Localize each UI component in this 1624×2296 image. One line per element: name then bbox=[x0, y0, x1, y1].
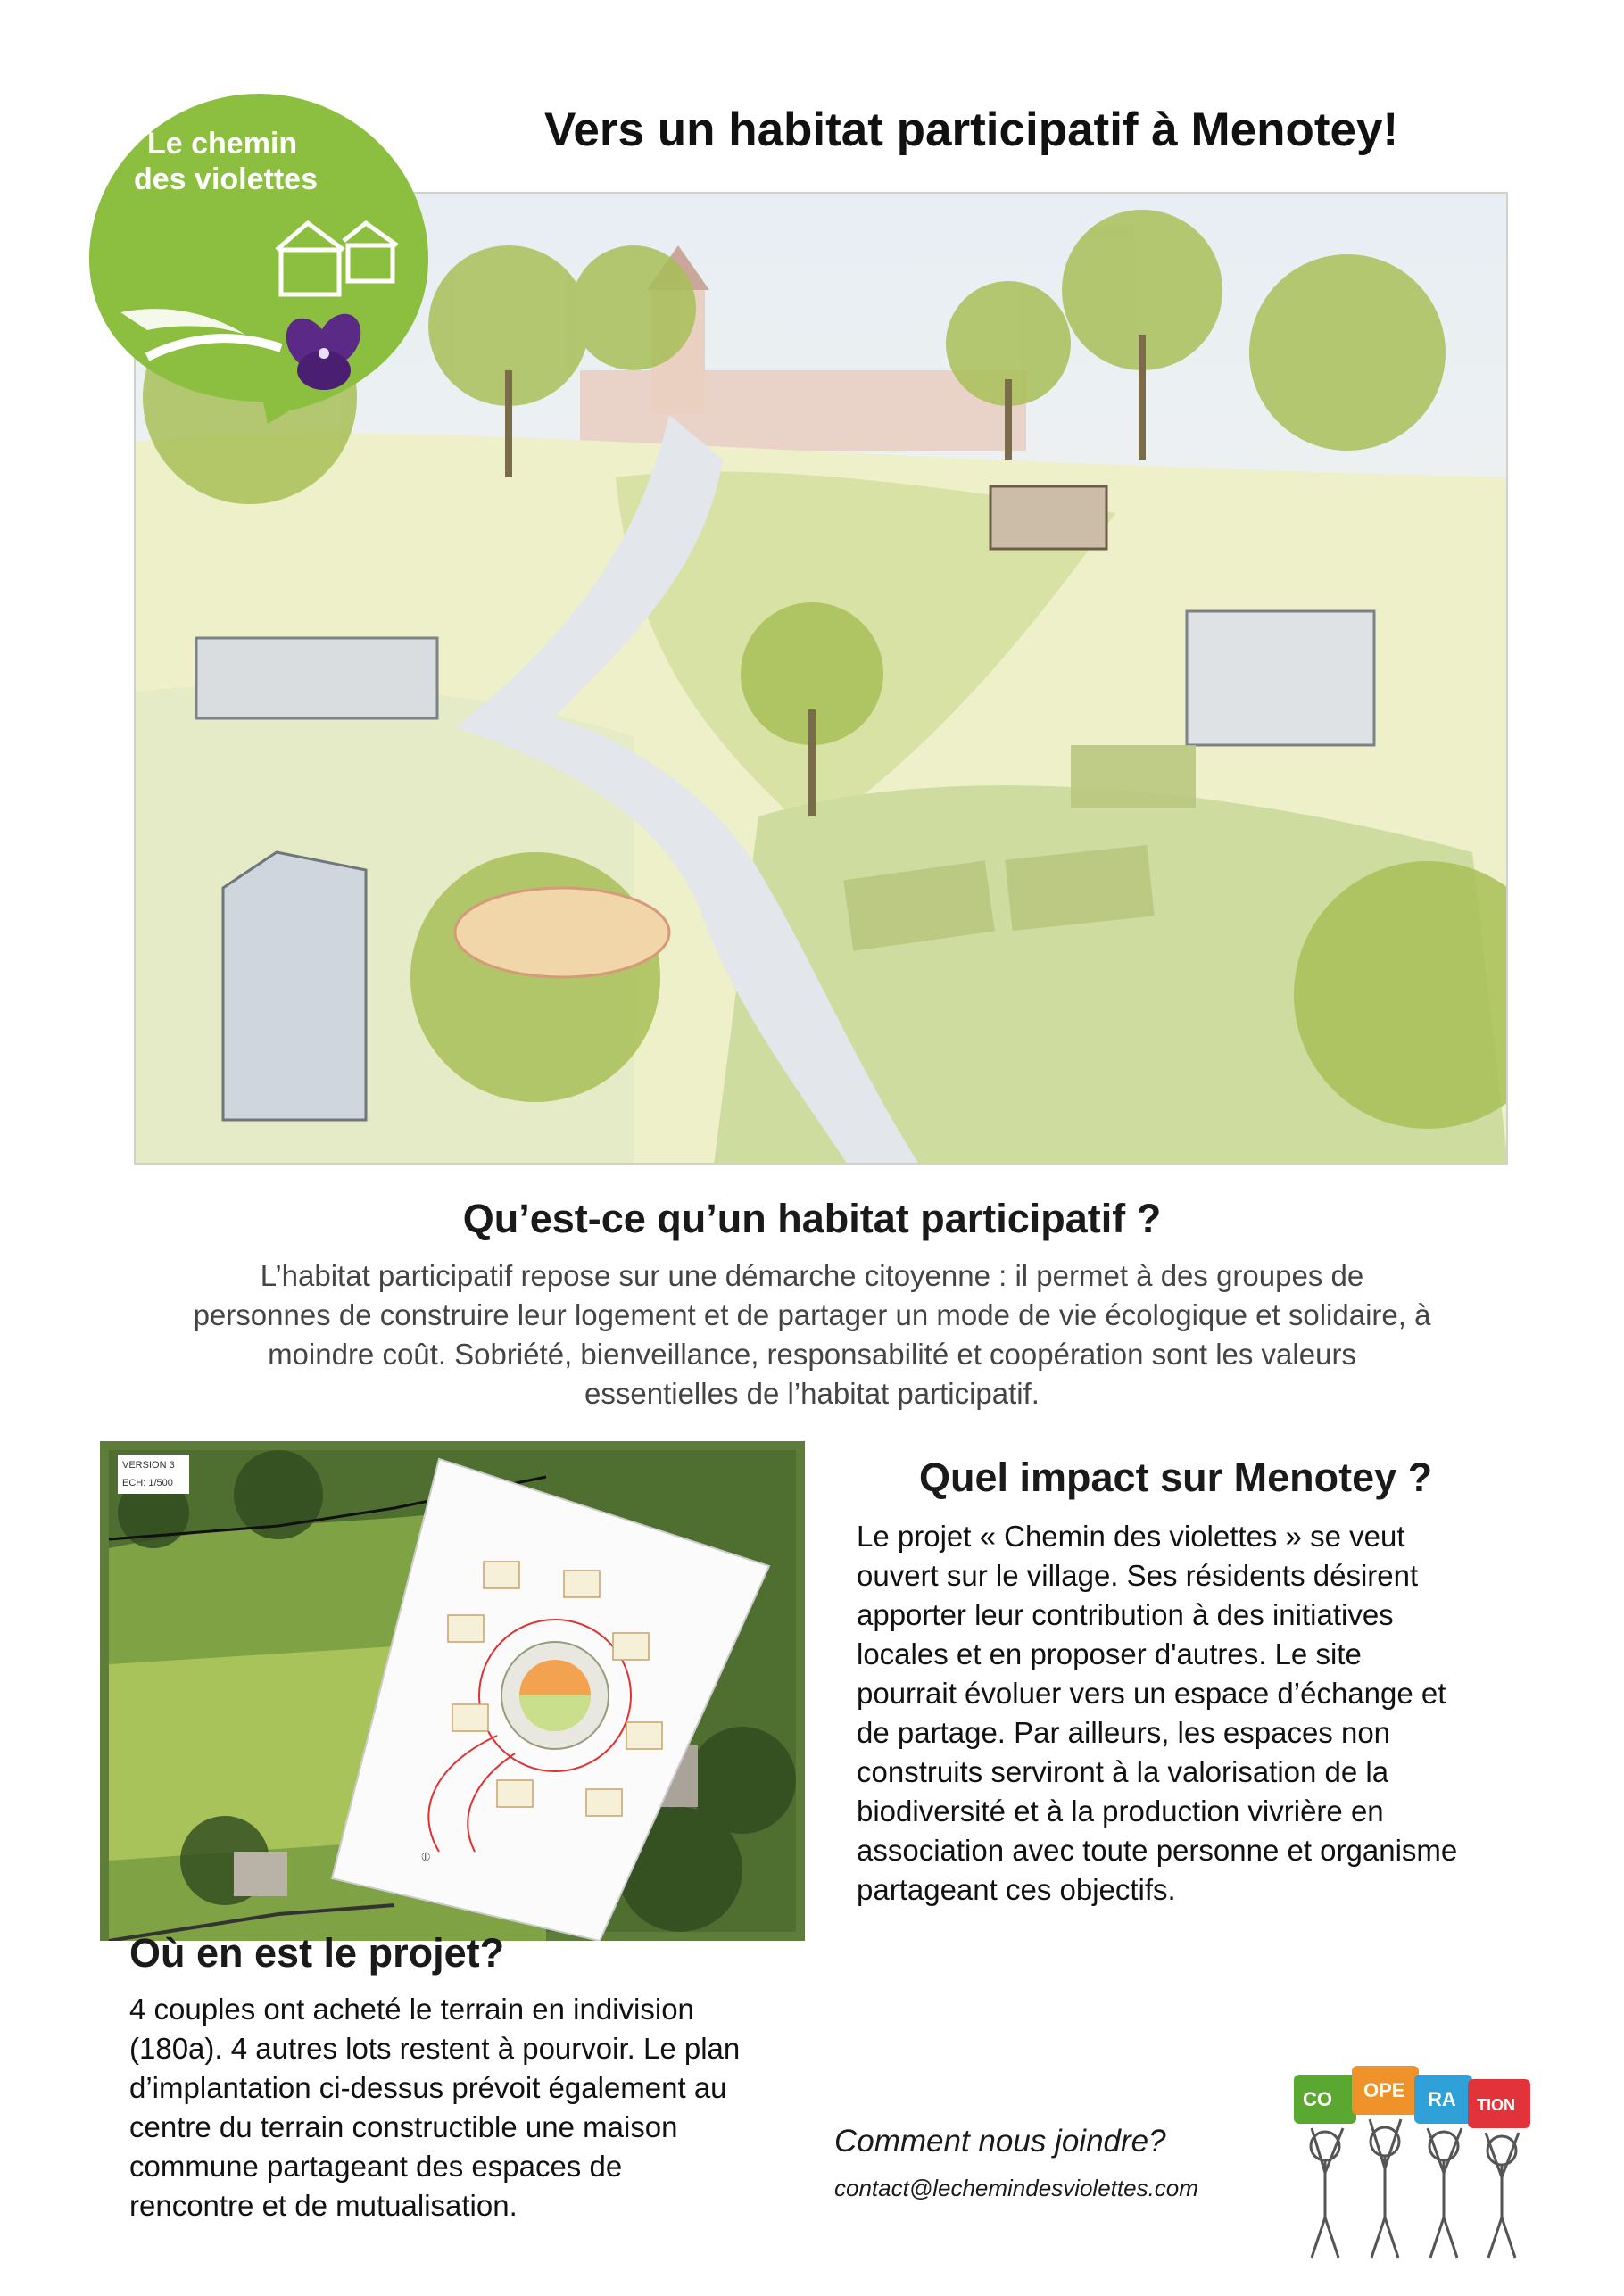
text-line: centre du terrain constructible une maison bbox=[129, 2110, 678, 2143]
contact-email-link[interactable]: contact@lechemindesviolettes.com bbox=[834, 2175, 1198, 2201]
text-line: association avec toute personne et organisme bbox=[857, 1834, 1458, 1867]
section-text-impact bbox=[857, 1517, 1535, 1910]
text-line: pourrait évoluer vers un espace d’échange et bbox=[857, 1677, 1446, 1710]
text-line: L’habitat participatif repose sur une démarche citoyenne : il permet à des groupes de bbox=[260, 1259, 1364, 1292]
section-title-impact: Quel impact sur Menotey ? bbox=[919, 1455, 1433, 1500]
text-line: locales et en proposer d'autres. Le site bbox=[857, 1637, 1362, 1670]
text-line: d’implantation ci-dessus prévoit également au bbox=[129, 2071, 727, 2104]
section-text-habitat bbox=[134, 1256, 1490, 1413]
text-line: commune partageant des espaces de bbox=[129, 2150, 623, 2183]
logo-line1: Le chemin bbox=[147, 127, 298, 161]
text-line: partageant ces objectifs. bbox=[857, 1873, 1176, 1906]
page-title: Vers un habitat participatif à Menotey! bbox=[544, 104, 1399, 156]
cooperation-puzzle-illustration bbox=[1285, 2057, 1553, 2271]
plan-scale: ECH: 1/500 bbox=[122, 1478, 173, 1488]
logo bbox=[85, 89, 433, 428]
text-line: rencontre et de mutualisation. bbox=[129, 2189, 518, 2222]
text-line: apporter leur contribution à des initiatives bbox=[857, 1598, 1394, 1631]
text-line: ouvert sur le village. Ses résidents désirent bbox=[857, 1559, 1419, 1592]
contact-title: Comment nous joindre? bbox=[834, 2124, 1166, 2159]
text-line: construits serviront à la valorisation de la bbox=[857, 1755, 1389, 1788]
coop-piece-tion: TION bbox=[1477, 2096, 1515, 2114]
text-line: personnes de construire leur logement et de partager un mode de vie écologique et solidaire, à bbox=[193, 1298, 1431, 1331]
text-line: Le projet « Chemin des violettes » se veut bbox=[857, 1520, 1405, 1553]
text-line: (180a). 4 autres lots restent à pourvoir. Le plan bbox=[129, 2032, 741, 2065]
plan-version: VERSION 3 bbox=[122, 1460, 175, 1471]
svg-text:⦶: ⦶ bbox=[421, 1849, 431, 1863]
text-line: biodiversité et à la production vivrière en bbox=[857, 1795, 1384, 1828]
text-line: moindre coût. Sobriété, bienveillance, responsabilité et coopération sont les valeurs bbox=[268, 1338, 1356, 1371]
coop-piece-co: CO bbox=[1303, 2088, 1332, 2110]
section-text-status bbox=[129, 1990, 825, 2226]
text-line: essentielles de l’habitat participatif. bbox=[584, 1377, 1040, 1410]
coop-piece-ope: OPE bbox=[1363, 2079, 1405, 2101]
section-title-habitat: Qu’est-ce qu’un habitat participatif ? bbox=[462, 1196, 1162, 1241]
logo-line2: des violettes bbox=[134, 162, 318, 196]
text-line: de partage. Par ailleurs, les espaces non bbox=[857, 1716, 1391, 1749]
text-line: 4 couples ont acheté le terrain en indivision bbox=[129, 1993, 694, 2026]
section-title-status: Où en est le projet? bbox=[129, 1930, 505, 1976]
coop-piece-ra: RA bbox=[1428, 2088, 1456, 2110]
site-plan-image bbox=[100, 1441, 805, 1941]
